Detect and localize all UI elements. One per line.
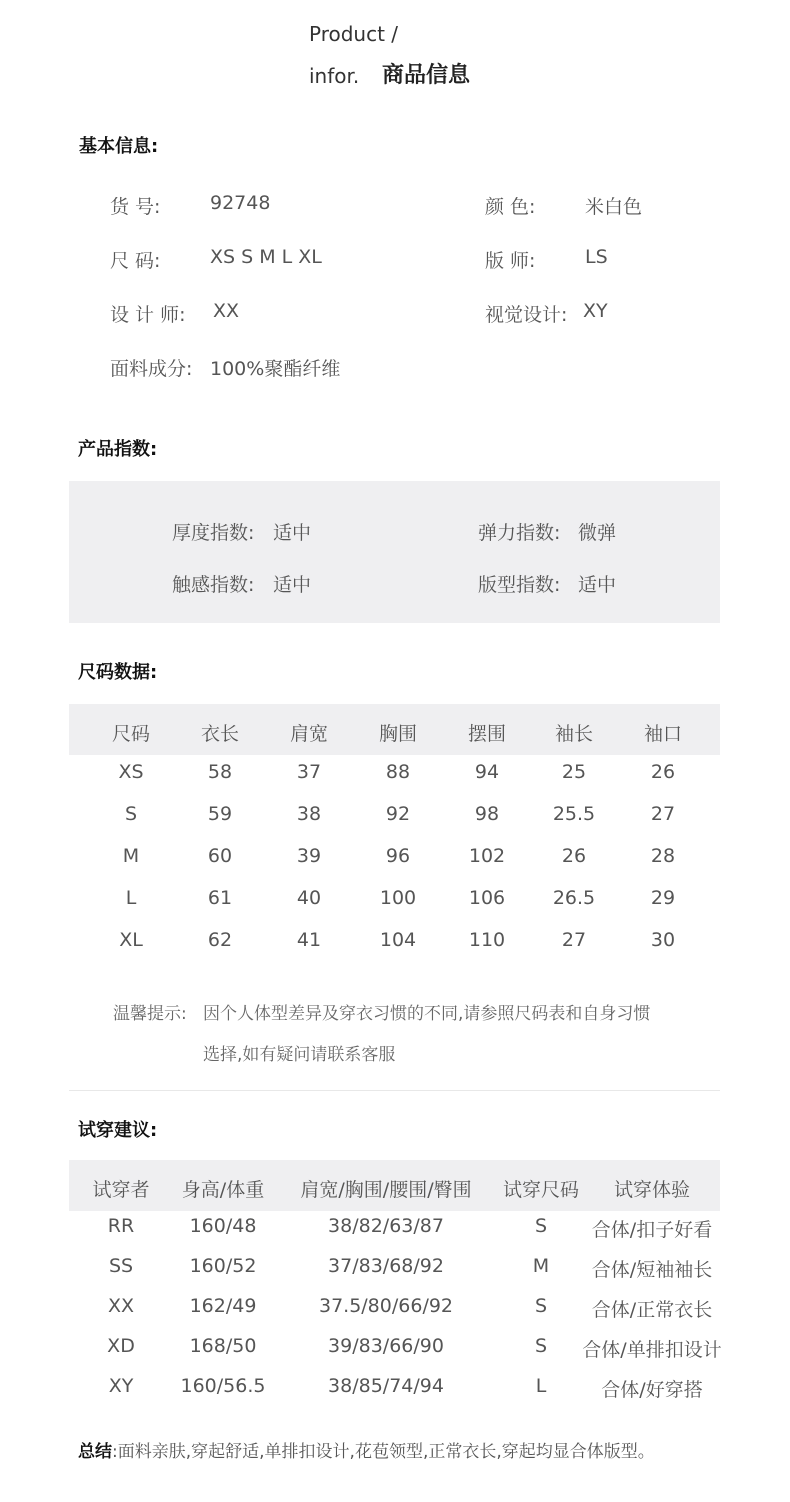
summary [78,1437,655,1462]
fitting-table-cell: M [532,1255,550,1277]
size-table-header-cell: 袖长 [554,723,594,745]
fitting-table-cell: 160/52 [189,1255,257,1277]
fitting-table-header-cell: 试穿尺码 [502,1179,580,1201]
tip-line-2: 选择,如有疑问请联系客服 [203,1045,396,1065]
field-sku-label: 货 号: [110,196,161,218]
field-color-value: 米白色 [585,196,643,218]
summary-text: :面料亲肤,穿起舒适,单排扣设计,花苞领型,正常衣长,穿起均显合体版型。 [112,1442,655,1462]
fitting-table-cell: 162/49 [189,1295,257,1317]
size-table-cell: 26 [650,761,676,783]
size-table-cell: 60 [207,845,233,867]
size-table-cell: 102 [468,845,506,867]
index-touch-label: 触感指数: [172,574,255,596]
size-table-cell: 92 [385,803,411,825]
fitting-table-cell: 39/83/66/90 [328,1335,444,1357]
fitting-table-cell: 160/56.5 [180,1375,266,1397]
size-table-cell: 25.5 [552,803,596,825]
size-table-cell: 30 [650,929,676,951]
size-table-cell: 28 [650,845,676,867]
fitting-table-cell: 38/82/63/87 [328,1215,444,1237]
size-table-cell: 37 [296,761,322,783]
size-table-cell: M [122,845,140,867]
fitting-table-cell: 合体/单排扣设计 [582,1339,722,1361]
index-thickness-label: 厚度指数: [172,522,255,544]
fitting-table-header-cell: 身高/体重 [181,1179,265,1201]
tip-line-1: 因个人体型差异及穿衣习惯的不同,请参照尺码表和自身习惯 [203,1004,651,1024]
tip-label: 温馨提示: [113,1004,187,1024]
header-en-line1: Product / [309,22,399,46]
index-panel [69,481,720,623]
fitting-table-cell: 37.5/80/66/92 [318,1295,454,1317]
size-table-cell: 61 [207,887,233,909]
fitting-table-cell: S [534,1215,548,1237]
field-sku-value: 92748 [210,192,271,214]
size-table-header-cell: 尺码 [111,723,151,745]
size-table-cell: 25 [561,761,587,783]
fitting-table-cell: 160/48 [189,1215,257,1237]
fitting-table-cell: L [535,1375,547,1397]
index-thickness-value: 适中 [273,522,312,544]
size-table-cell: 27 [561,929,587,951]
summary-label: 总结 [78,1442,112,1462]
size-table-cell: XS [118,761,144,783]
size-table-header-cell: 衣长 [200,723,240,745]
field-color-label: 颜 色: [485,196,536,218]
fitting-table-cell: 38/85/74/94 [328,1375,444,1397]
fitting-table-cell: XY [108,1375,134,1397]
size-table-cell: 88 [385,761,411,783]
fitting-table-cell: 合体/扣子好看 [591,1219,713,1241]
size-table-cell: 94 [474,761,500,783]
field-size-value: XS S M L XL [210,246,322,268]
size-table-header-cell: 摆围 [467,723,507,745]
size-table-cell: XL [119,929,143,951]
header-en-line2: infor. [309,64,360,88]
page-title: 商品信息 [382,63,471,88]
size-table-cell: 62 [207,929,233,951]
size-table-cell: 106 [468,887,506,909]
fitting-table-cell: 168/50 [189,1335,257,1357]
size-table-cell: 59 [207,803,233,825]
fitting-table-cell: S [534,1295,548,1317]
field-visual-label: 视觉设计: [485,304,568,326]
size-table-cell: 96 [385,845,411,867]
fitting-table-cell: 合体/短袖袖长 [591,1259,713,1281]
index-fit-value: 适中 [578,574,617,596]
field-size-label: 尺 码: [110,250,161,272]
product-index-title: 产品指数: [78,439,158,460]
size-table-header-cell: 袖口 [643,723,683,745]
field-fabric-value: 100%聚酯纤维 [210,358,341,380]
index-elasticity-value: 微弹 [578,522,617,544]
divider [69,1090,720,1091]
fitting-table-cell: 37/83/68/92 [328,1255,444,1277]
size-table-cell: 39 [296,845,322,867]
index-elasticity-label: 弹力指数: [478,522,561,544]
size-table-cell: 26 [561,845,587,867]
size-table-cell: 38 [296,803,322,825]
size-table-cell: 110 [468,929,506,951]
size-table-cell: 104 [379,929,417,951]
field-patternmaker-value: LS [585,246,608,268]
size-table-cell: 29 [650,887,676,909]
size-table-cell: 58 [207,761,233,783]
size-table-header-cell: 胸围 [378,723,418,745]
fitting-title: 试穿建议: [78,1120,158,1141]
fitting-table-header-cell: 肩宽/胸围/腰围/臀围 [300,1179,472,1201]
field-visual-value: XY [583,300,608,322]
size-table-cell: 26.5 [552,887,596,909]
index-touch-value: 适中 [273,574,312,596]
fitting-table-cell: SS [108,1255,134,1277]
field-fabric-label: 面料成分: [110,358,193,380]
fitting-table-cell: S [534,1335,548,1357]
size-table-cell: 40 [296,887,322,909]
fitting-table-cell: 合体/正常衣长 [591,1299,713,1321]
fitting-table-cell: XX [107,1295,135,1317]
size-table-cell: S [124,803,138,825]
field-designer-value: XX [213,300,240,322]
size-table-header-cell: 肩宽 [289,723,329,745]
index-fit-label: 版型指数: [478,574,561,596]
fitting-table-cell: 合体/好穿搭 [601,1379,703,1401]
size-table-cell: 98 [474,803,500,825]
field-designer-label: 设 计 师: [110,304,186,326]
fitting-table-header-cell: 试穿者 [92,1179,150,1201]
size-table-cell: 100 [379,887,417,909]
size-data-title: 尺码数据: [78,662,158,683]
fitting-table-cell: XD [107,1335,135,1357]
fitting-table-cell: RR [107,1215,135,1237]
size-table-cell: 27 [650,803,676,825]
size-table-cell: L [125,887,137,909]
field-patternmaker-label: 版 师: [485,250,536,272]
fitting-table-header-cell: 试穿体验 [613,1179,691,1201]
size-table-cell: 41 [296,929,322,951]
basic-info-title: 基本信息: [79,136,159,157]
